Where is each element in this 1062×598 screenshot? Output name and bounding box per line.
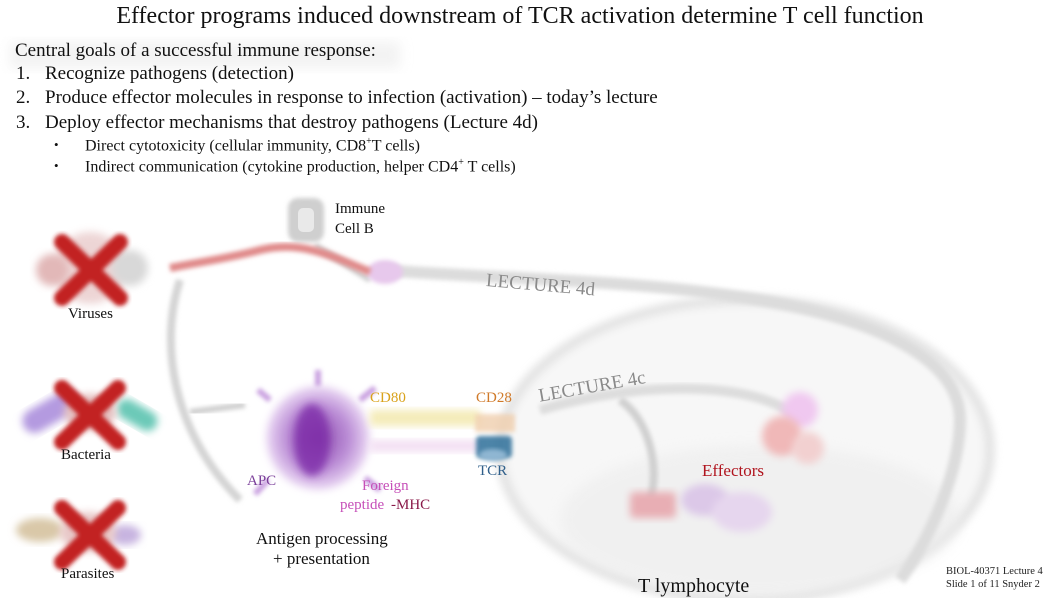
mhc-tcr-bridge <box>370 440 480 452</box>
bacteria-arrow <box>190 405 245 412</box>
slide-title: Effector programs induced downstream of TCR activation determine T cell function <box>116 3 924 29</box>
cd80-cd28-bridge <box>370 410 480 426</box>
effectors-label: Effectors <box>702 461 764 480</box>
goal-number: 1. <box>16 63 31 84</box>
pathogen-label-parasites: Parasites <box>61 566 115 582</box>
peptide-label: peptide <box>340 497 385 513</box>
antigen-processing-label: Antigen processing <box>256 529 388 548</box>
cd80-label: CD80 <box>370 390 406 406</box>
goal-text: Produce effector molecules in response to infection (activation) – today’s lecture <box>45 87 658 108</box>
tcr-base <box>479 449 507 461</box>
antigen-presentation-label: + presentation <box>273 549 370 568</box>
immune-cell-label-line1: Immune <box>335 201 385 217</box>
pathway-arrow-left <box>171 280 240 500</box>
foreign-label: Foreign <box>362 478 409 494</box>
subpoint-text <box>85 136 420 155</box>
subpoint-text-a: Direct cytotoxicity (cellular immunity, CD8 <box>85 137 367 155</box>
lecture-4c-label: LECTURE 4c <box>537 367 648 407</box>
bullet-icon: • <box>54 137 59 152</box>
goal-text: Deploy effector mechanisms that destroy pathogens (Lecture 4d) <box>45 112 538 133</box>
subpoint-text-a: Indirect communication (cytokine production, helper CD4 <box>85 158 459 176</box>
footer-course: BIOL-40371 Lecture 4 <box>946 566 1043 577</box>
t-lymphocyte-label: T lymphocyte <box>638 575 750 597</box>
goal-number: 2. <box>16 87 31 108</box>
pathogen-label-viruses: Viruses <box>68 306 113 322</box>
goal-text: Recognize pathogens (detection) <box>45 63 295 84</box>
bullet-icon: • <box>54 158 59 173</box>
cd28-label: CD28 <box>476 390 512 406</box>
mhc-label: -MHC <box>391 497 431 513</box>
effector-granule <box>792 432 824 464</box>
immune-cell-contact <box>367 260 403 284</box>
subpoint-sup: + <box>366 136 372 147</box>
apc-label: APC <box>247 473 277 489</box>
immune-cell-core <box>298 208 314 232</box>
footer-slide-info: Slide 1 of 11 Snyder 2 <box>946 579 1040 590</box>
subpoint-text-b: T cells) <box>371 137 420 155</box>
subpoint-text-b: T cells) <box>463 158 516 176</box>
tcr-label: TCR <box>478 463 508 479</box>
virus-signal <box>170 247 370 272</box>
effector-vesicle <box>630 492 676 518</box>
goal-number: 3. <box>16 112 31 133</box>
effector-vesicle <box>712 492 772 532</box>
intro-text: Central goals of a successful immune response: <box>15 40 376 61</box>
subpoint-text <box>85 157 516 176</box>
cd28-receptor-icon <box>475 414 515 432</box>
subpoint-sup: + <box>458 157 464 168</box>
pathogen-label-bacteria: Bacteria <box>61 447 111 463</box>
immune-cell-label-line2: Cell B <box>335 221 374 237</box>
lecture-4d-label: LECTURE 4d <box>485 270 596 301</box>
